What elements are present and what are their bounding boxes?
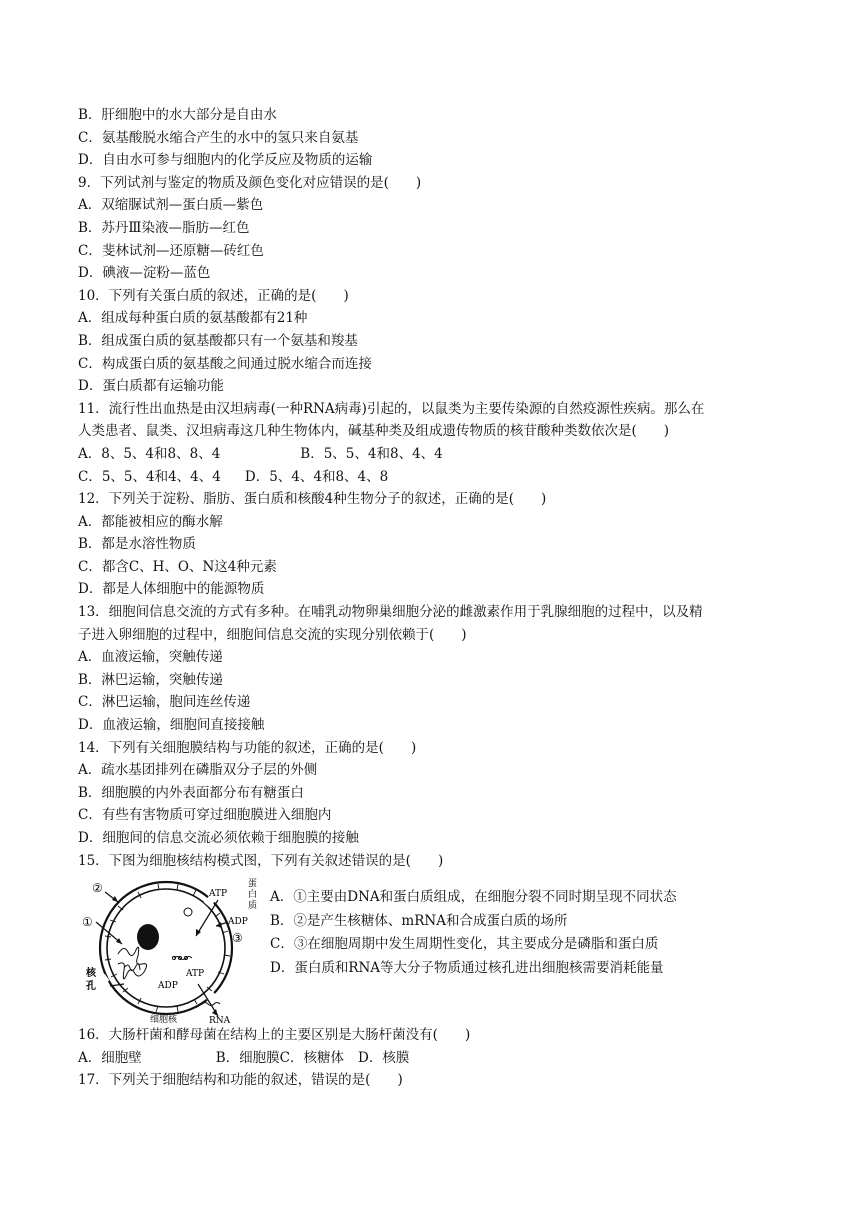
label-rna: RNA — [209, 1016, 231, 1025]
label-pore — [85, 966, 99, 992]
q13-option-b: B．淋巴运输，突触传递 — [78, 671, 223, 688]
label-3: ③ — [232, 931, 243, 946]
chromatin — [118, 947, 147, 979]
question-17-stem: 17．下列关于细胞结构和功能的叙述，错误的是( ) — [78, 1072, 403, 1089]
q13-option-d: D．血液运输，细胞间直接接触 — [78, 717, 265, 734]
q13-option-c: C．淋巴运输，胞间连丝传递 — [78, 694, 251, 711]
q16-option-d: D．核膜 — [358, 1049, 410, 1066]
label-protein-char-1: 蛋 — [248, 879, 258, 890]
q14-option-a: A．疏水基团排列在磷脂双分子层的外侧 — [78, 762, 318, 779]
exam-page — [78, 104, 798, 1092]
q11-option-b: B．5、5、4和8、4、4 — [300, 445, 443, 462]
question-10-stem: 10．下列有关蛋白质的叙述，正确的是( ) — [78, 287, 349, 304]
label-protein-char-3: 质 — [248, 901, 258, 912]
label-2: ② — [92, 881, 103, 896]
q13-option-a: A．血液运输，突触传递 — [78, 649, 223, 666]
label-atp-bottom: ATP — [186, 969, 205, 980]
q16-option-c: C．核糖体 — [279, 1049, 345, 1066]
q11-options-row2 — [78, 466, 798, 489]
q14-option-b: B．细胞膜的内外表面都分布有糖蛋白 — [78, 784, 304, 801]
label-pore-char-2: 孔 — [86, 981, 96, 993]
q11-option-a: A．8、5、4和8、8、4 — [78, 445, 221, 462]
q10-option-b: B．组成蛋白质的氨基酸都只有一个氨基和羧基 — [78, 332, 358, 349]
q16-option-b: B．细胞膜 — [215, 1049, 280, 1066]
question-13-stem-line1: 13．细胞间信息交流的方式有多种。在哺乳动物卵巢细胞分泌的雌激素作用于乳腺细胞的过程中，以及精 — [78, 604, 703, 621]
q10-option-d: D．蛋白质都有运输功能 — [78, 378, 224, 395]
q12-option-a: A．都能被相应的酶水解 — [78, 513, 223, 530]
nucleolus — [137, 924, 159, 950]
q15-figure-row — [78, 876, 798, 1024]
label-protein-char-2: 白 — [248, 890, 258, 901]
q14-option-c: C．有些有害物质可穿过细胞膜进入细胞内 — [78, 807, 332, 824]
option-line: C．氨基酸脱水缩合产生的水中的氢只来自氨基 — [78, 129, 359, 146]
label-nucleus: 细胞核 — [150, 1015, 178, 1025]
q15-option-a: A．①主要由DNA和蛋白质组成，在细胞分裂不同时期呈现不同状态 — [270, 889, 677, 906]
q12-option-d: D．都是人体细胞中的能源物质 — [78, 581, 265, 598]
question-11-stem-line2: 人类患者、鼠类、汉坦病毒这几种生物体内，碱基种类及组成遗传物质的核苷酸种类数依次是( ) — [78, 423, 670, 440]
label-1: ① — [82, 915, 93, 930]
question-14-stem: 14．下列有关细胞膜结构与功能的叙述，正确的是( ) — [78, 739, 417, 756]
q14-option-d: D．细胞间的信息交流必须依赖于细胞膜的接触 — [78, 830, 359, 846]
q15-option-c: C．③在细胞周期中发生周期性变化，其主要成分是磷脂和蛋白质 — [270, 936, 659, 953]
q15-options — [270, 886, 677, 980]
question-16-stem: 16．大肠杆菌和酵母菌在结构上的主要区别是大肠杆菌没有( ) — [78, 1027, 471, 1044]
q9-option-c: C．斐林试剂—还原糖—砖红色 — [78, 242, 264, 259]
nucleus-diagram — [78, 876, 264, 1024]
q9-option-b: B．苏丹Ⅲ染液—脂肪—红色 — [78, 219, 250, 236]
question-13-stem-line2: 子进入卵细胞的过程中，细胞间信息交流的实现分别依赖于( ) — [78, 626, 467, 643]
q9-option-a: A．双缩脲试剂—蛋白质—紫色 — [78, 197, 264, 214]
q9-option-d: D．碘液—淀粉—蓝色 — [78, 265, 211, 282]
q11-option-d: D．5、4、4和8、4、8 — [244, 468, 389, 485]
label-adp-bottom: ADP — [158, 981, 178, 992]
label-pore-char-1: 核 — [86, 968, 96, 980]
question-11-stem-line1: 11．流行性出血热是由汉坦病毒(一种RNA病毒)引起的，以鼠类为主要传染源的自然疫源性疾病。那么在 — [78, 400, 705, 417]
q11-options-row1 — [78, 443, 798, 466]
question-9-stem: 9．下列试剂与鉴定的物质及颜色变化对应错误的是( ) — [78, 174, 422, 191]
q10-option-c: C．构成蛋白质的氨基酸之间通过脱水缩合而连接 — [78, 355, 372, 372]
q15-option-d: D．蛋白质和RNA等大分子物质通过核孔进出细胞核需要消耗能量 — [270, 959, 664, 976]
q12-option-b: B．都是水溶性物质 — [78, 536, 196, 553]
question-12-stem: 12．下列关于淀粉、脂肪、蛋白质和核酸4种生物分子的叙述，正确的是( ) — [78, 491, 547, 508]
option-line: B．肝细胞中的水大部分是自由水 — [78, 107, 277, 123]
q10-option-a: A．组成每种蛋白质的氨基酸都有21种 — [78, 310, 308, 327]
q11-option-c: C．5、5、4和4、4、4 — [78, 468, 221, 485]
option-line: D．自由水可参与细胞内的化学反应及物质的运输 — [78, 152, 373, 169]
q16-option-a: A．细胞壁 — [78, 1049, 142, 1066]
q15-option-b: B．②是产生核糖体、mRNA和合成蛋白质的场所 — [270, 912, 568, 929]
question-15-stem: 15．下图为细胞核结构模式图，下列有关叙述错误的是( ) — [78, 852, 444, 869]
q16-options-row — [78, 1047, 798, 1070]
label-adp-top: ADP — [228, 917, 248, 928]
q12-option-c: C．都含C、H、O、N这4种元素 — [78, 558, 277, 575]
label-atp-top: ATP — [209, 889, 228, 900]
label-protein — [248, 878, 260, 911]
